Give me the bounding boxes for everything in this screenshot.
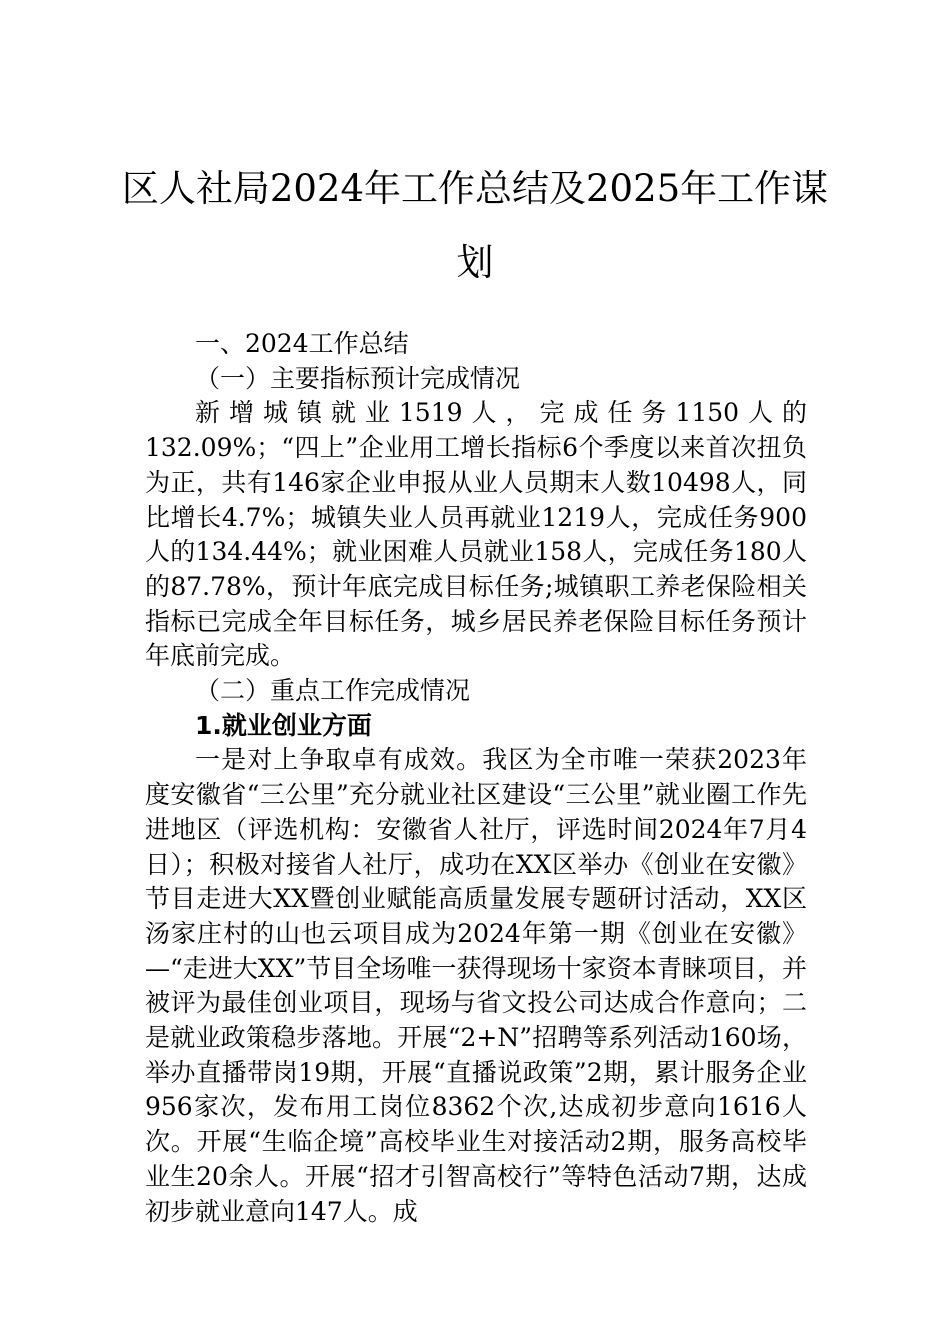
document-title: 区人社局2024年工作总结及2025年工作谋划 — [121, 167, 829, 284]
paragraph-indicators: 新增城镇就业1519人，完成任务1150人的132.09%；“四上”企业用工增长指标6个季度以来首次扭负为正，共有146家企业申报从业人员期末人数10498人，同比增长4.7%；城镇失业人员再就业1219人，完成任务900人的134.44%；就业困难人员就业158人，完成任务180人的87.78%，预计年底完成目标任务;城镇职工养老保险相关指标已完成全年目标任务，城乡居民养老保险目标任务预计年底前完成。 — [145, 398, 807, 671]
section-heading-summary: 一、2024工作总结 — [195, 329, 409, 358]
subsection-heading-key-work: （二）重点工作完成情况 — [195, 676, 471, 706]
document-body — [145, 327, 807, 1229]
paragraph-employment: 一是对上争取卓有成效。我区为全市唯一荣获2023年度安徽省“三公里”充分就业社区建设“三公里”就业圈工作先进地区（评选机构：安徽省人社厅，评选时间2024年7月4日）；积极对接省人社厅，成功在XX区举办《创业在安徽》节目走进大XX暨创业赋能高质量发展专题研讨活动，XX区汤家庄村的山也云项目成为2024年第一期《创业在安徽》—“走进大XX”节目全场唯一获得现场十家资本青睐项目，并被评为最佳创业项目，现场与省文投公司达成合作意向；二是就业政策稳步落地。开展“2+N”招聘等系列活动160场，举办直播带岗19期，开展“直播说政策”2期，累计服务企业956家次，发布用工岗位8362个次,达成初步意向1616人次。开展“生临企境”高校毕业生对接活动2期，服务高校毕业生20余人。开展“招才引智高校行”等特色活动7期，达成初步就业意向147人。成 — [145, 745, 807, 1226]
subsection-heading-indicators: （一）主要指标预计完成情况 — [195, 363, 521, 393]
item-heading-employment: 1.就业创业方面 — [195, 710, 372, 740]
